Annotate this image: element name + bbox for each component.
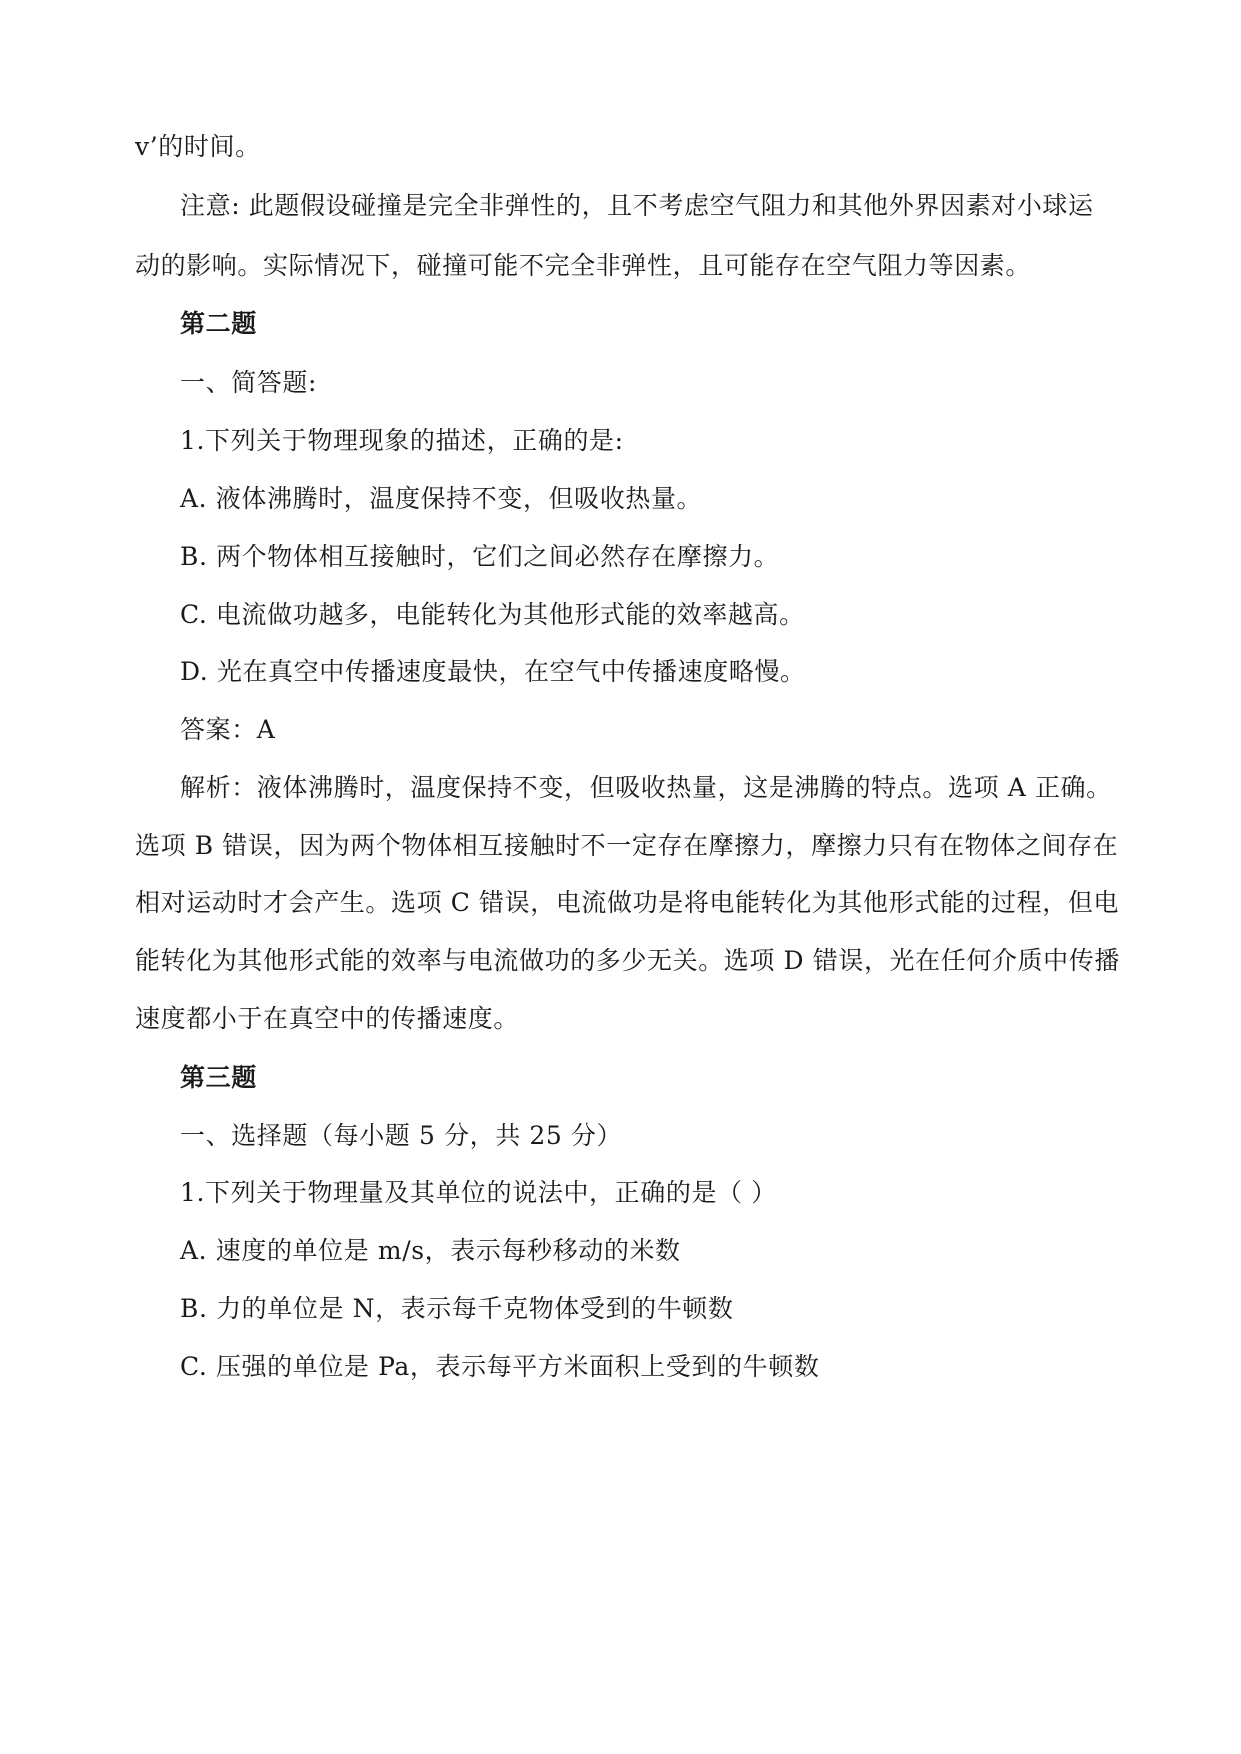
option-d: D. 光在真空中传播速度最快，在空气中传播速度略慢。 [180,657,806,686]
question-text: 1.下列关于物理量及其单位的说法中，正确的是（ ） [180,1178,777,1207]
note-line: 动的影响。实际情况下，碰撞可能不完全非弹性，且可能存在空气阻力等因素。 [135,251,1032,280]
option-c: C. 电流做功越多，电能转化为其他形式能的效率越高。 [180,600,805,629]
question-text: 1.下列关于物理现象的描述，正确的是: [180,426,624,455]
option-b: B. 两个物体相互接触时，它们之间必然存在摩擦力。 [180,542,780,571]
section-heading: 第二题 [180,309,257,338]
analysis-line: 能转化为其他形式能的效率与电流做功的多少无关。选项 D 错误，光在任何介质中传播 [135,946,1120,975]
analysis-line: 速度都小于在真空中的传播速度。 [135,1004,520,1033]
option-b: B. 力的单位是 N，表示每千克物体受到的牛顿数 [180,1294,734,1323]
note-line: 注意: 此题假设碰撞是完全非弹性的，且不考虑空气阻力和其他外界因素对小球运 [180,191,1094,220]
analysis-line: 解析：液体沸腾时，温度保持不变，但吸收热量，这是沸腾的特点。选项 A 正确。 [180,773,1112,802]
section-subheading: 一、选择题（每小题 5 分，共 25 分） [180,1121,623,1150]
text-line: v’的时间。 [135,132,261,161]
section-heading: 第三题 [180,1063,257,1092]
option-a: A. 速度的单位是 m/s，表示每秒移动的米数 [180,1236,681,1265]
option-a: A. 液体沸腾时，温度保持不变，但吸收热量。 [180,484,703,513]
answer-text: 答案：A [180,715,276,744]
option-c: C. 压强的单位是 Pa，表示每平方米面积上受到的牛顿数 [180,1352,820,1381]
analysis-line: 选项 B 错误，因为两个物体相互接触时不一定存在摩擦力，摩擦力只有在物体之间存在 [135,831,1119,860]
section-subheading: 一、简答题: [180,368,318,397]
analysis-line: 相对运动时才会产生。选项 C 错误，电流做功是将电能转化为其他形式能的过程，但电 [135,888,1120,917]
